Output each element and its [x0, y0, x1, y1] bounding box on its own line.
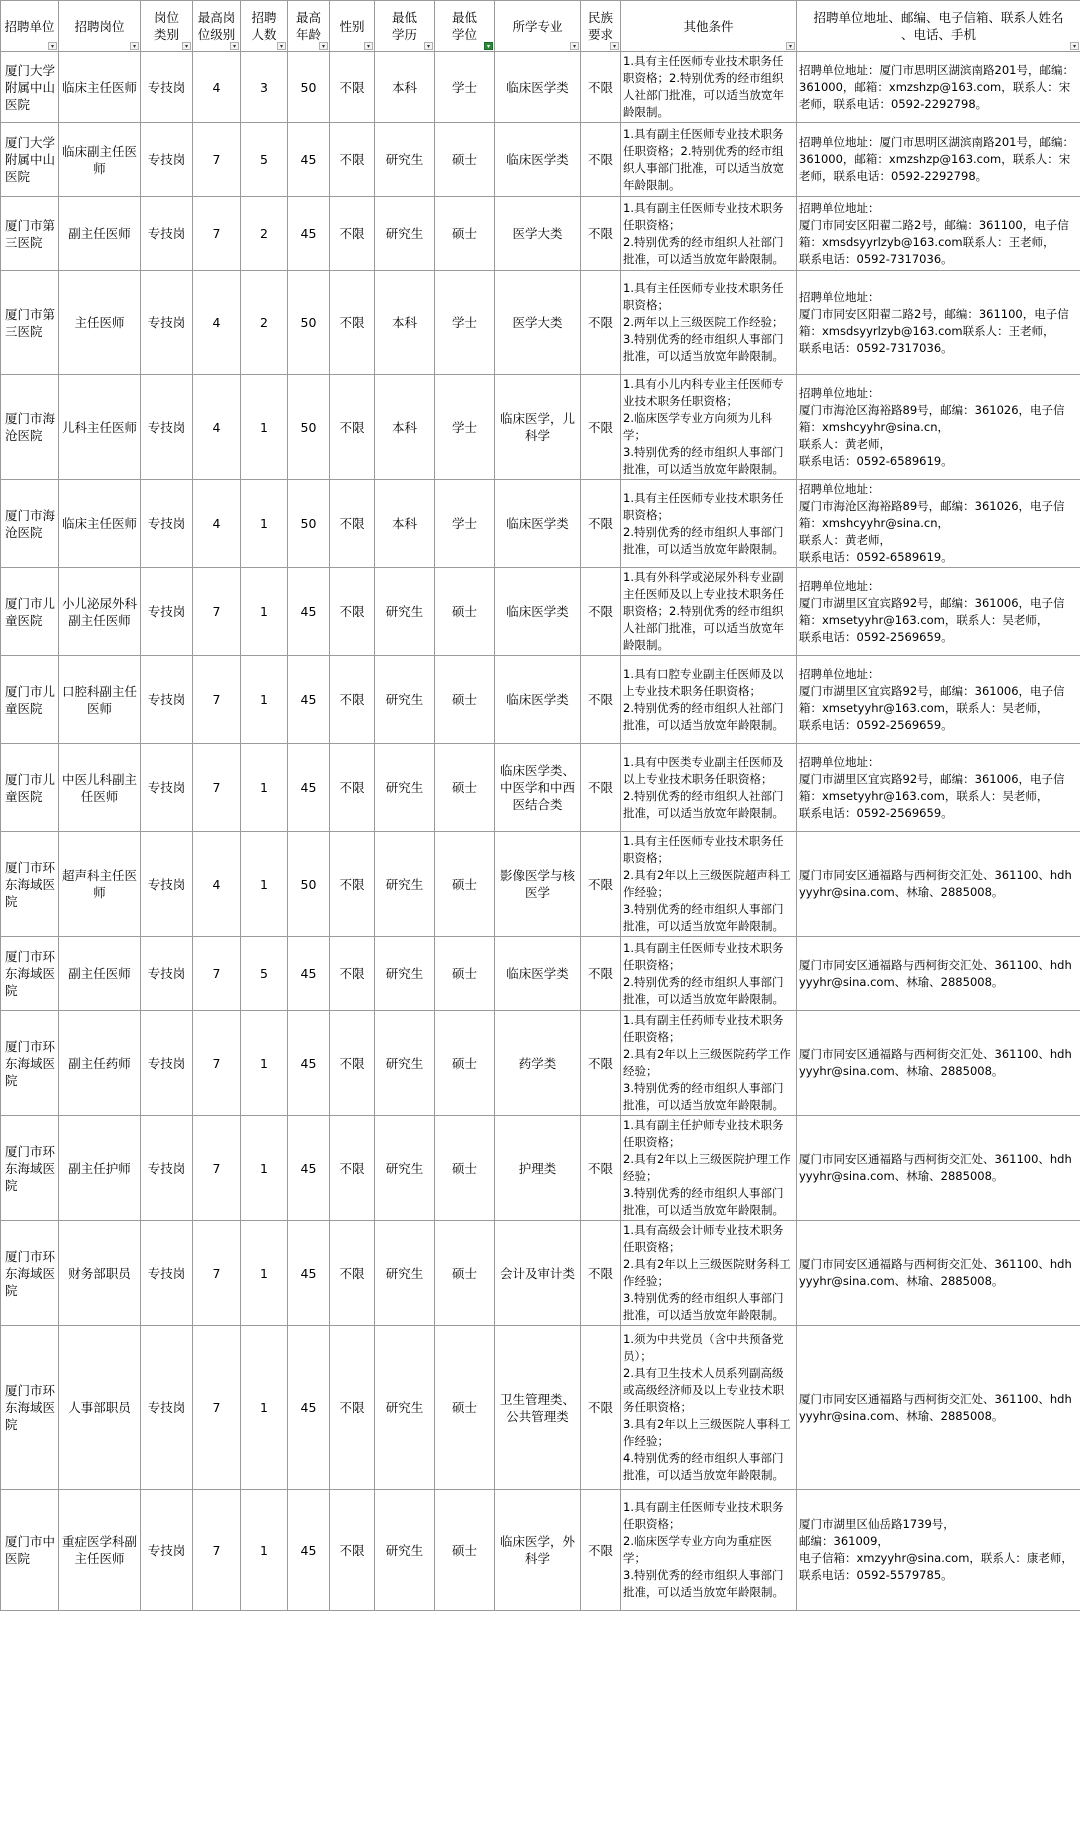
cell-unit: 厦门大学附属中山医院 — [1, 52, 59, 123]
cell-count: 2 — [241, 197, 288, 271]
cell-count: 3 — [241, 52, 288, 123]
cell-edu: 研究生 — [375, 1011, 435, 1116]
cell-ethnic: 不限 — [581, 52, 621, 123]
cell-cond: 1.具有主任医师专业技术职务任职资格；2.特别优秀的经市组织人社部门批准，可以适当放宽年龄限制。 — [621, 52, 797, 123]
cell-ethnic: 不限 — [581, 1116, 621, 1221]
cell-gender: 不限 — [330, 568, 375, 656]
cell-major: 临床医学类 — [495, 568, 581, 656]
cell-cond: 1.具有副主任医师专业技术职务任职资格；2.特别优秀的经市组织人事部门批准，可以适当放宽年龄限制。 — [621, 123, 797, 197]
cell-age: 45 — [288, 1221, 330, 1326]
cell-gender: 不限 — [330, 480, 375, 568]
table-row — [1, 52, 1080, 123]
cell-ethnic: 不限 — [581, 1490, 621, 1611]
cell-level: 4 — [193, 480, 241, 568]
cell-unit: 厦门市第三医院 — [1, 271, 59, 375]
cell-post: 人事部职员 — [59, 1326, 141, 1490]
cell-type: 专技岗 — [141, 937, 193, 1011]
cell-count: 5 — [241, 937, 288, 1011]
cell-ethnic: 不限 — [581, 197, 621, 271]
table-body — [1, 52, 1080, 1611]
cell-ethnic: 不限 — [581, 656, 621, 744]
table-row — [1, 568, 1080, 656]
cell-addr: 招聘单位地址： 厦门市海沧区海裕路89号，邮编：361026，电子信箱：xmshcyyhr@sina.cn， 联系人：黄老师， 联系电话：0592-6589619。 — [797, 375, 1080, 480]
cell-cond: 1.具有副主任医师专业技术职务任职资格； 2.临床医学专业方向为重症医学； 3.特别优秀的经市组织人事部门批准，可以适当放宽年龄限制。 — [621, 1490, 797, 1611]
filter-dropdown-icon[interactable]: ▾ — [570, 42, 579, 50]
table-row — [1, 123, 1080, 197]
cell-level: 7 — [193, 656, 241, 744]
table-row — [1, 656, 1080, 744]
column-header-label: 最低 学历 — [391, 10, 417, 42]
cell-cond: 1.具有外科学或泌尿外科专业副主任医师及以上专业技术职务任职资格；2.特别优秀的经市组织人社部门批准，可以适当放宽年龄限制。 — [621, 568, 797, 656]
cell-level: 4 — [193, 52, 241, 123]
cell-gender: 不限 — [330, 1116, 375, 1221]
cell-gender: 不限 — [330, 832, 375, 937]
cell-type: 专技岗 — [141, 1116, 193, 1221]
cell-ethnic: 不限 — [581, 1221, 621, 1326]
cell-age: 45 — [288, 656, 330, 744]
column-header-label: 最高 年龄 — [295, 10, 321, 42]
column-header-label: 性别 — [339, 18, 365, 34]
cell-unit: 厦门大学附属中山医院 — [1, 123, 59, 197]
column-header-level — [193, 1, 241, 52]
cell-edu: 研究生 — [375, 197, 435, 271]
cell-degree: 学士 — [435, 52, 495, 123]
cell-gender: 不限 — [330, 656, 375, 744]
cell-addr: 招聘单位地址： 厦门市湖里区宜宾路92号，邮编：361006，电子信箱：xmsetyyhr@163.com，联系人：吴老师， 联系电话：0592-2569659。 — [797, 656, 1080, 744]
cell-unit: 厦门市第三医院 — [1, 197, 59, 271]
filter-dropdown-icon[interactable]: ▾ — [48, 42, 57, 50]
table-row — [1, 744, 1080, 832]
cell-unit: 厦门市儿童医院 — [1, 568, 59, 656]
cell-addr: 厦门市同安区通福路与西柯街交汇处、361100、hdhyyyhr@sina.com、林瑜、2885008。 — [797, 1221, 1080, 1326]
cell-cond: 1.具有主任医师专业技术职务任职资格； 2.特别优秀的经市组织人事部门批准，可以适当放宽年龄限制。 — [621, 480, 797, 568]
cell-addr: 厦门市湖里区仙岳路1739号， 邮编：361009， 电子信箱：xmzyyhr@sina.com，联系人：康老师， 联系电话：0592-5579785。 — [797, 1490, 1080, 1611]
cell-edu: 研究生 — [375, 744, 435, 832]
cell-degree: 硕士 — [435, 1490, 495, 1611]
cell-degree: 硕士 — [435, 832, 495, 937]
cell-level: 7 — [193, 1221, 241, 1326]
cell-edu: 研究生 — [375, 832, 435, 937]
cell-gender: 不限 — [330, 937, 375, 1011]
cell-addr: 厦门市同安区通福路与西柯街交汇处、361100、hdhyyyhr@sina.com、林瑜、2885008。 — [797, 1116, 1080, 1221]
cell-degree: 硕士 — [435, 1011, 495, 1116]
cell-cond: 1.须为中共党员（含中共预备党员）； 2.具有卫生技术人员系列副高级或高级经济师及以上专业技术职务任职资格； 3.具有2年以上三级医院人事科工作经验； 4.特别优秀的经市组织人事部门批准，可以适当放宽年龄限制。 — [621, 1326, 797, 1490]
cell-post: 财务部职员 — [59, 1221, 141, 1326]
cell-ethnic: 不限 — [581, 568, 621, 656]
cell-age: 50 — [288, 375, 330, 480]
cell-age: 50 — [288, 832, 330, 937]
cell-level: 7 — [193, 937, 241, 1011]
cell-gender: 不限 — [330, 123, 375, 197]
cell-major: 药学类 — [495, 1011, 581, 1116]
cell-cond: 1.具有主任医师专业技术职务任职资格； 2.两年以上三级医院工作经验； 3.特别优秀的经市组织人事部门批准，可以适当放宽年龄限制。 — [621, 271, 797, 375]
filter-dropdown-icon[interactable]: ▾ — [786, 42, 795, 50]
column-header-edu — [375, 1, 435, 52]
cell-ethnic: 不限 — [581, 744, 621, 832]
cell-edu: 研究生 — [375, 568, 435, 656]
cell-degree: 硕士 — [435, 1326, 495, 1490]
cell-level: 7 — [193, 1116, 241, 1221]
cell-post: 儿科主任医师 — [59, 375, 141, 480]
cell-unit: 厦门市海沧医院 — [1, 375, 59, 480]
column-header-label: 最低 学位 — [451, 10, 477, 42]
filter-dropdown-icon[interactable]: ▾ — [319, 42, 328, 50]
cell-gender: 不限 — [330, 1011, 375, 1116]
column-header-degree — [435, 1, 495, 52]
cell-age: 50 — [288, 271, 330, 375]
cell-ethnic: 不限 — [581, 375, 621, 480]
cell-type: 专技岗 — [141, 1221, 193, 1326]
cell-degree: 硕士 — [435, 123, 495, 197]
cell-count: 1 — [241, 744, 288, 832]
column-header-label: 最高岗 位级别 — [197, 10, 236, 42]
cell-count: 1 — [241, 1116, 288, 1221]
cell-age: 45 — [288, 197, 330, 271]
cell-addr: 招聘单位地址： 厦门市同安区阳翟二路2号，邮编：361100，电子信箱：xmsdsyyrlzyb@163.com联系人：王老师， 联系电话：0592-7317036。 — [797, 271, 1080, 375]
cell-gender: 不限 — [330, 1221, 375, 1326]
column-header-post — [59, 1, 141, 52]
cell-major: 护理类 — [495, 1116, 581, 1221]
cell-edu: 研究生 — [375, 1221, 435, 1326]
cell-type: 专技岗 — [141, 271, 193, 375]
column-header-label: 招聘单位地址、邮编、电子信箱、联系人姓名 、电话、手机 — [813, 10, 1064, 42]
cell-age: 45 — [288, 744, 330, 832]
cell-post: 临床副主任医师 — [59, 123, 141, 197]
cell-post: 口腔科副主任医师 — [59, 656, 141, 744]
cell-level: 7 — [193, 744, 241, 832]
filter-dropdown-icon[interactable]: ▾ — [424, 42, 433, 50]
cell-gender: 不限 — [330, 1326, 375, 1490]
cell-type: 专技岗 — [141, 744, 193, 832]
table-row — [1, 375, 1080, 480]
cell-count: 1 — [241, 568, 288, 656]
column-header-label: 招聘 人数 — [251, 10, 277, 42]
cell-post: 临床主任医师 — [59, 480, 141, 568]
table-row — [1, 197, 1080, 271]
cell-major: 临床医学类 — [495, 123, 581, 197]
table-header — [1, 1, 1080, 52]
cell-degree: 硕士 — [435, 656, 495, 744]
cell-level: 4 — [193, 271, 241, 375]
cell-age: 50 — [288, 480, 330, 568]
cell-unit: 厦门市儿童医院 — [1, 744, 59, 832]
cell-gender: 不限 — [330, 52, 375, 123]
filter-dropdown-icon[interactable]: ▾ — [484, 42, 493, 50]
cell-level: 7 — [193, 197, 241, 271]
cell-addr: 厦门市同安区通福路与西柯街交汇处、361100、hdhyyyhr@sina.com、林瑜、2885008。 — [797, 1326, 1080, 1490]
table-row — [1, 1326, 1080, 1490]
column-header-label: 民族 要求 — [587, 10, 613, 42]
cell-ethnic: 不限 — [581, 1011, 621, 1116]
cell-count: 1 — [241, 1221, 288, 1326]
cell-cond: 1.具有中医类专业副主任医师及以上专业技术职务任职资格； 2.特别优秀的经市组织人社部门批准，可以适当放宽年龄限制。 — [621, 744, 797, 832]
cell-degree: 硕士 — [435, 197, 495, 271]
table-row — [1, 832, 1080, 937]
cell-type: 专技岗 — [141, 197, 193, 271]
cell-addr: 招聘单位地址： 厦门市海沧区海裕路89号，邮编：361026，电子信箱：xmshcyyhr@sina.cn， 联系人：黄老师， 联系电话：0592-6589619。 — [797, 480, 1080, 568]
cell-ethnic: 不限 — [581, 480, 621, 568]
cell-post: 超声科主任医师 — [59, 832, 141, 937]
cell-major: 卫生管理类、公共管理类 — [495, 1326, 581, 1490]
cell-unit: 厦门市环东海域医院 — [1, 1221, 59, 1326]
cell-count: 5 — [241, 123, 288, 197]
filter-dropdown-icon[interactable]: ▾ — [277, 42, 286, 50]
cell-unit: 厦门市儿童医院 — [1, 656, 59, 744]
cell-type: 专技岗 — [141, 656, 193, 744]
cell-ethnic: 不限 — [581, 937, 621, 1011]
cell-gender: 不限 — [330, 744, 375, 832]
cell-cond: 1.具有高级会计师专业技术职务任职资格； 2.具有2年以上三级医院财务科工作经验； 3.特别优秀的经市组织人事部门批准，可以适当放宽年龄限制。 — [621, 1221, 797, 1326]
column-header-addr — [797, 1, 1080, 52]
cell-ethnic: 不限 — [581, 832, 621, 937]
cell-addr: 招聘单位地址：厦门市思明区湖滨南路201号，邮编：361000，邮箱：xmzshzp@163.com，联系人：宋老师，联系电话：0592-2292798。 — [797, 52, 1080, 123]
filter-dropdown-icon[interactable]: ▾ — [364, 42, 373, 50]
cell-edu: 研究生 — [375, 1326, 435, 1490]
cell-degree: 学士 — [435, 375, 495, 480]
table-row — [1, 1221, 1080, 1326]
cell-count: 1 — [241, 832, 288, 937]
cell-gender: 不限 — [330, 197, 375, 271]
cell-level: 7 — [193, 1490, 241, 1611]
cell-post: 副主任药师 — [59, 1011, 141, 1116]
cell-major: 临床医学类 — [495, 480, 581, 568]
cell-degree: 硕士 — [435, 937, 495, 1011]
cell-degree: 硕士 — [435, 568, 495, 656]
cell-major: 影像医学与核医学 — [495, 832, 581, 937]
cell-age: 50 — [288, 52, 330, 123]
cell-age: 45 — [288, 937, 330, 1011]
cell-ethnic: 不限 — [581, 271, 621, 375]
column-header-label: 招聘岗位 — [74, 18, 125, 34]
cell-degree: 硕士 — [435, 1116, 495, 1221]
cell-post: 小儿泌尿外科副主任医师 — [59, 568, 141, 656]
cell-major: 临床医学类 — [495, 656, 581, 744]
cell-cond: 1.具有副主任医师专业技术职务任职资格； 2.特别优秀的经市组织人社部门批准，可以适当放宽年龄限制。 — [621, 197, 797, 271]
cell-major: 医学大类 — [495, 197, 581, 271]
cell-degree: 学士 — [435, 480, 495, 568]
column-header-type — [141, 1, 193, 52]
cell-gender: 不限 — [330, 1490, 375, 1611]
filter-dropdown-icon[interactable]: ▾ — [182, 42, 191, 50]
cell-major: 临床医学类、中医学和中西医结合类 — [495, 744, 581, 832]
cell-unit: 厦门市环东海域医院 — [1, 937, 59, 1011]
cell-type: 专技岗 — [141, 123, 193, 197]
cell-gender: 不限 — [330, 375, 375, 480]
cell-major: 会计及审计类 — [495, 1221, 581, 1326]
cell-type: 专技岗 — [141, 1326, 193, 1490]
cell-degree: 硕士 — [435, 744, 495, 832]
cell-edu: 本科 — [375, 271, 435, 375]
cell-level: 7 — [193, 123, 241, 197]
cell-edu: 研究生 — [375, 937, 435, 1011]
cell-edu: 研究生 — [375, 1490, 435, 1611]
column-header-count — [241, 1, 288, 52]
cell-major: 临床医学类 — [495, 52, 581, 123]
cell-level: 7 — [193, 1011, 241, 1116]
cell-level: 7 — [193, 568, 241, 656]
cell-unit: 厦门市环东海域医院 — [1, 1011, 59, 1116]
cell-edu: 本科 — [375, 480, 435, 568]
cell-post: 中医儿科副主任医师 — [59, 744, 141, 832]
cell-type: 专技岗 — [141, 1011, 193, 1116]
cell-major: 临床医学类 — [495, 937, 581, 1011]
table-row — [1, 480, 1080, 568]
table-row — [1, 1490, 1080, 1611]
cell-type: 专技岗 — [141, 52, 193, 123]
cell-type: 专技岗 — [141, 480, 193, 568]
cell-edu: 本科 — [375, 52, 435, 123]
cell-edu: 研究生 — [375, 123, 435, 197]
column-header-label: 所学专业 — [512, 18, 563, 34]
cell-cond: 1.具有主任医师专业技术职务任职资格； 2.具有2年以上三级医院超声科工作经验； 3.特别优秀的经市组织人事部门批准，可以适当放宽年龄限制。 — [621, 832, 797, 937]
cell-ethnic: 不限 — [581, 123, 621, 197]
cell-addr: 厦门市同安区通福路与西柯街交汇处、361100、hdhyyyhr@sina.com、林瑜、2885008。 — [797, 1011, 1080, 1116]
cell-unit: 厦门市环东海域医院 — [1, 1116, 59, 1221]
filter-dropdown-icon[interactable]: ▾ — [130, 42, 139, 50]
table-row — [1, 937, 1080, 1011]
cell-addr: 厦门市同安区通福路与西柯街交汇处、361100、hdhyyyhr@sina.com、林瑜、2885008。 — [797, 937, 1080, 1011]
cell-unit: 厦门市中医院 — [1, 1490, 59, 1611]
cell-age: 45 — [288, 1116, 330, 1221]
header-row — [1, 1, 1080, 52]
column-header-age — [288, 1, 330, 52]
cell-count: 1 — [241, 375, 288, 480]
cell-addr: 招聘单位地址：厦门市思明区湖滨南路201号，邮编：361000，邮箱：xmzshzp@163.com，联系人：宋老师，联系电话：0592-2292798。 — [797, 123, 1080, 197]
column-header-cond — [621, 1, 797, 52]
cell-count: 1 — [241, 1490, 288, 1611]
cell-post: 主任医师 — [59, 271, 141, 375]
cell-addr: 招聘单位地址： 厦门市同安区阳翟二路2号，邮编：361100，电子信箱：xmsdsyyrlzyb@163.com联系人：王老师， 联系电话：0592-7317036。 — [797, 197, 1080, 271]
cell-level: 4 — [193, 375, 241, 480]
cell-count: 2 — [241, 271, 288, 375]
cell-type: 专技岗 — [141, 1490, 193, 1611]
cell-edu: 本科 — [375, 375, 435, 480]
cell-post: 临床主任医师 — [59, 52, 141, 123]
cell-post: 副主任医师 — [59, 197, 141, 271]
table-row — [1, 271, 1080, 375]
cell-count: 1 — [241, 1326, 288, 1490]
cell-edu: 研究生 — [375, 1116, 435, 1221]
cell-ethnic: 不限 — [581, 1326, 621, 1490]
cell-major: 医学大类 — [495, 271, 581, 375]
cell-edu: 研究生 — [375, 656, 435, 744]
cell-unit: 厦门市海沧医院 — [1, 480, 59, 568]
cell-cond: 1.具有副主任护师专业技术职务任职资格； 2.具有2年以上三级医院护理工作经验； 3.特别优秀的经市组织人事部门批准，可以适当放宽年龄限制。 — [621, 1116, 797, 1221]
cell-level: 7 — [193, 1326, 241, 1490]
cell-age: 45 — [288, 568, 330, 656]
cell-post: 副主任护师 — [59, 1116, 141, 1221]
cell-post: 副主任医师 — [59, 937, 141, 1011]
cell-age: 45 — [288, 123, 330, 197]
cell-unit: 厦门市环东海域医院 — [1, 832, 59, 937]
table-row — [1, 1011, 1080, 1116]
cell-type: 专技岗 — [141, 832, 193, 937]
column-header-label: 招聘单位 — [4, 18, 55, 34]
cell-unit: 厦门市环东海域医院 — [1, 1326, 59, 1490]
column-header-ethnic — [581, 1, 621, 52]
column-header-label: 岗位 类别 — [153, 10, 179, 42]
cell-addr: 招聘单位地址： 厦门市湖里区宜宾路92号，邮编：361006，电子信箱：xmsetyyhr@163.com，联系人：吴老师， 联系电话：0592-2569659。 — [797, 568, 1080, 656]
cell-cond: 1.具有副主任医师专业技术职务任职资格； 2.特别优秀的经市组织人事部门批准，可以适当放宽年龄限制。 — [621, 937, 797, 1011]
cell-major: 临床医学，儿科学 — [495, 375, 581, 480]
cell-age: 45 — [288, 1490, 330, 1611]
table-row — [1, 1116, 1080, 1221]
cell-type: 专技岗 — [141, 568, 193, 656]
filter-dropdown-icon[interactable]: ▾ — [230, 42, 239, 50]
cell-count: 1 — [241, 656, 288, 744]
column-header-label: 其他条件 — [683, 18, 734, 34]
cell-age: 45 — [288, 1326, 330, 1490]
cell-count: 1 — [241, 1011, 288, 1116]
cell-age: 45 — [288, 1011, 330, 1116]
column-header-major — [495, 1, 581, 52]
cell-type: 专技岗 — [141, 375, 193, 480]
cell-cond: 1.具有副主任药师专业技术职务任职资格； 2.具有2年以上三级医院药学工作经验； 3.特别优秀的经市组织人事部门批准，可以适当放宽年龄限制。 — [621, 1011, 797, 1116]
cell-cond: 1.具有口腔专业副主任医师及以上专业技术职务任职资格； 2.特别优秀的经市组织人社部门批准，可以适当放宽年龄限制。 — [621, 656, 797, 744]
filter-dropdown-icon[interactable]: ▾ — [1070, 42, 1079, 50]
cell-addr: 厦门市同安区通福路与西柯街交汇处、361100、hdhyyyhr@sina.com、林瑜、2885008。 — [797, 832, 1080, 937]
filter-dropdown-icon[interactable]: ▾ — [610, 42, 619, 50]
cell-cond: 1.具有小儿内科专业主任医师专业技术职务任职资格； 2.临床医学专业方向须为儿科学； 3.特别优秀的经市组织人事部门批准，可以适当放宽年龄限制。 — [621, 375, 797, 480]
column-header-unit — [1, 1, 59, 52]
cell-post: 重症医学科副主任医师 — [59, 1490, 141, 1611]
cell-degree: 学士 — [435, 271, 495, 375]
cell-count: 1 — [241, 480, 288, 568]
cell-gender: 不限 — [330, 271, 375, 375]
column-header-gender — [330, 1, 375, 52]
cell-major: 临床医学，外科学 — [495, 1490, 581, 1611]
cell-degree: 硕士 — [435, 1221, 495, 1326]
cell-level: 4 — [193, 832, 241, 937]
cell-addr: 招聘单位地址： 厦门市湖里区宜宾路92号，邮编：361006，电子信箱：xmsetyyhr@163.com，联系人：吴老师， 联系电话：0592-2569659。 — [797, 744, 1080, 832]
